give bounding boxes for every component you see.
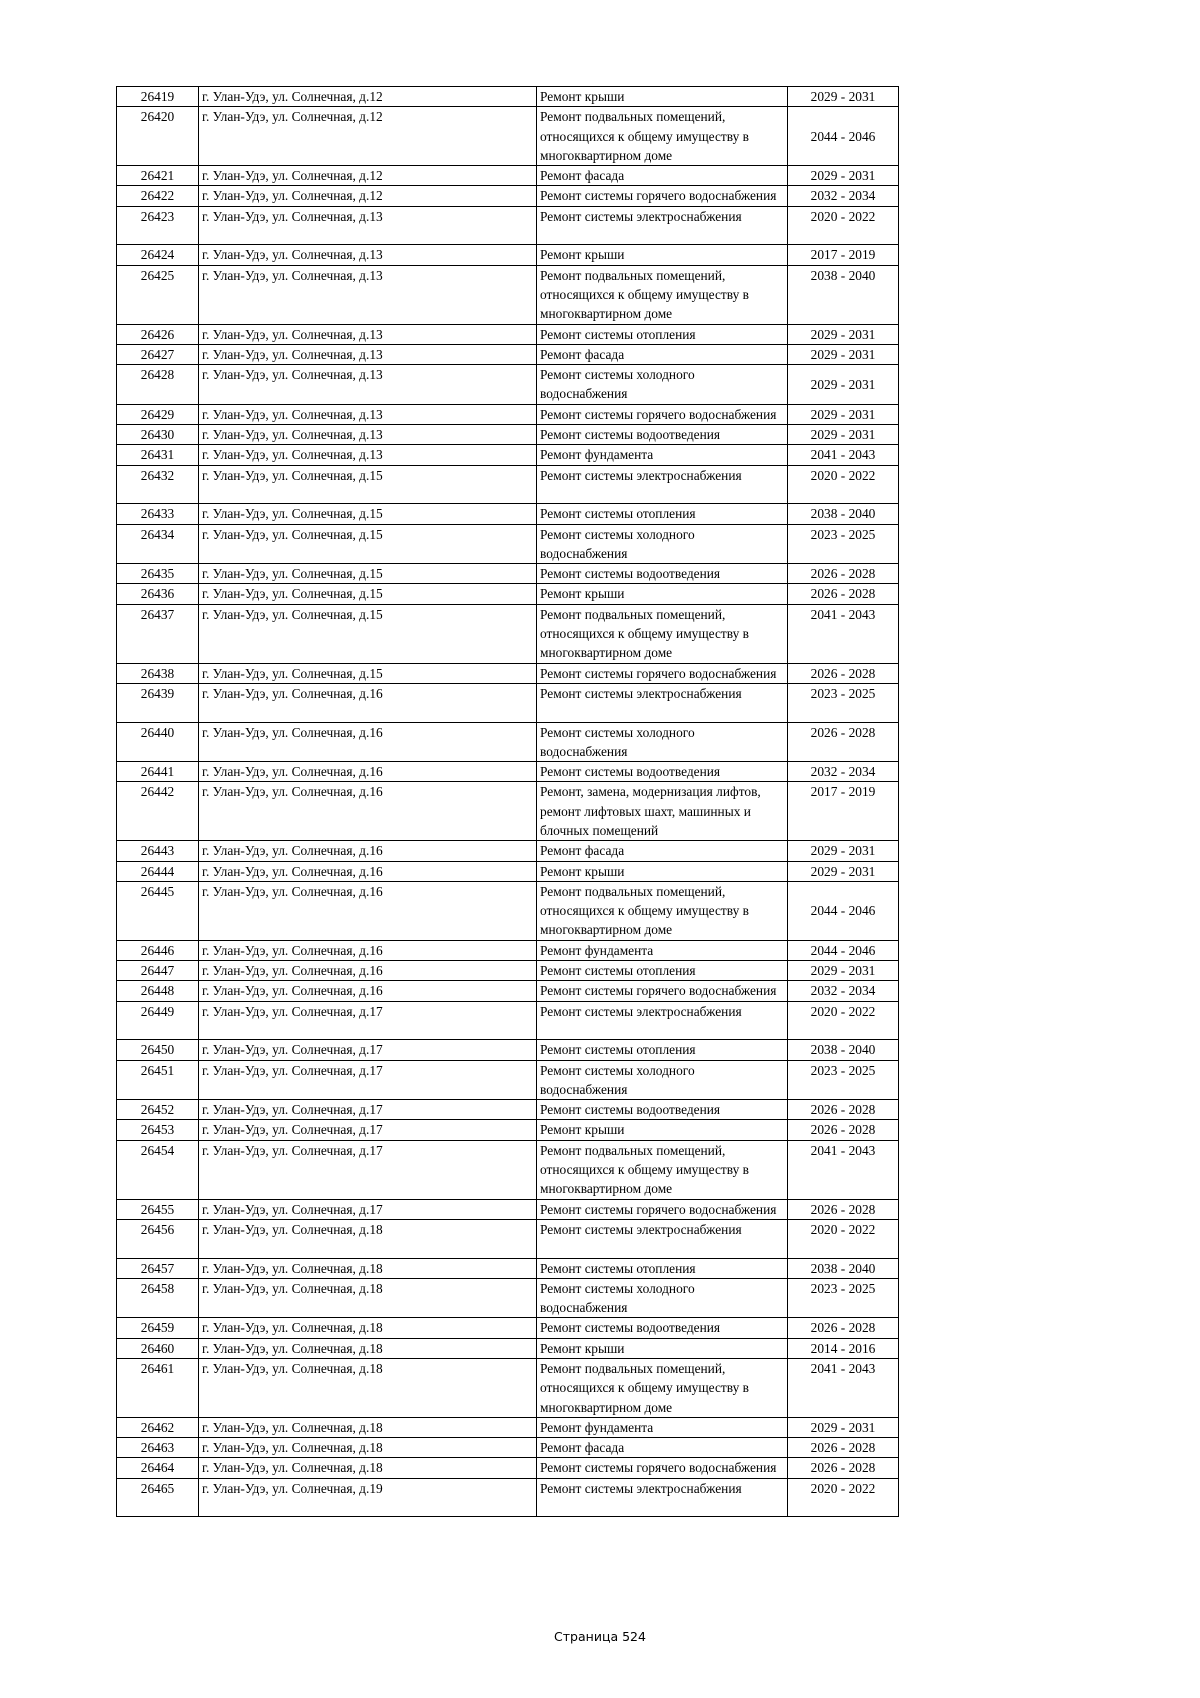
row-number-cell: 26441 (117, 762, 199, 782)
period-cell: 2026 - 2028 (788, 1100, 899, 1120)
row-number-cell: 26435 (117, 564, 199, 584)
address-cell: г. Улан-Удэ, ул. Солнечная, д.16 (199, 841, 537, 861)
row-number-cell: 26430 (117, 425, 199, 445)
address-cell: г. Улан-Удэ, ул. Солнечная, д.17 (199, 1140, 537, 1199)
table-row (117, 344, 899, 364)
row-number-cell: 26456 (117, 1219, 199, 1258)
address-cell: г. Улан-Удэ, ул. Солнечная, д.18 (199, 1278, 537, 1318)
row-number-cell: 26438 (117, 663, 199, 683)
work-type-cell: Ремонт системы горячего водоснабжения (537, 981, 788, 1001)
period-cell: 2026 - 2028 (788, 584, 899, 604)
period-cell: 2029 - 2031 (788, 1417, 899, 1437)
address-cell: г. Улан-Удэ, ул. Солнечная, д.16 (199, 861, 537, 881)
table-row (117, 524, 899, 564)
address-cell: г. Улан-Удэ, ул. Солнечная, д.16 (199, 940, 537, 960)
period-cell: 2038 - 2040 (788, 1040, 899, 1060)
row-number-cell: 26450 (117, 1040, 199, 1060)
work-type-cell: Ремонт системы водоотведения (537, 564, 788, 584)
address-cell: г. Улан-Удэ, ул. Солнечная, д.18 (199, 1458, 537, 1478)
address-cell: г. Улан-Удэ, ул. Солнечная, д.15 (199, 663, 537, 683)
period-cell: 2029 - 2031 (788, 404, 899, 424)
row-number-cell: 26457 (117, 1258, 199, 1278)
row-number-cell: 26459 (117, 1318, 199, 1338)
period-cell: 2029 - 2031 (788, 87, 899, 107)
row-number-cell: 26447 (117, 961, 199, 981)
period-cell: 2023 - 2025 (788, 683, 899, 722)
address-cell: г. Улан-Удэ, ул. Солнечная, д.13 (199, 344, 537, 364)
work-type-cell: Ремонт системы холодного водоснабжения (537, 1278, 788, 1318)
period-cell: 2017 - 2019 (788, 245, 899, 265)
table-row (117, 940, 899, 960)
table-row (117, 445, 899, 465)
work-type-cell: Ремонт системы холодного водоснабжения (537, 365, 788, 405)
work-type-cell: Ремонт крыши (537, 1338, 788, 1358)
period-cell: 2029 - 2031 (788, 425, 899, 445)
row-number-cell: 26433 (117, 504, 199, 524)
period-cell: 2026 - 2028 (788, 663, 899, 683)
address-cell: г. Улан-Удэ, ул. Солнечная, д.16 (199, 981, 537, 1001)
period-cell: 2017 - 2019 (788, 782, 899, 841)
work-type-cell: Ремонт крыши (537, 1120, 788, 1140)
table-row (117, 782, 899, 841)
work-type-cell: Ремонт фасада (537, 841, 788, 861)
table-row (117, 324, 899, 344)
address-cell: г. Улан-Удэ, ул. Солнечная, д.15 (199, 604, 537, 663)
table-row (117, 584, 899, 604)
table-row (117, 186, 899, 206)
table-row (117, 1001, 899, 1040)
work-type-cell: Ремонт подвальных помещений, относящихся к общему имуществу в многоквартирном доме (537, 1140, 788, 1199)
address-cell: г. Улан-Удэ, ул. Солнечная, д.18 (199, 1338, 537, 1358)
address-cell: г. Улан-Удэ, ул. Солнечная, д.13 (199, 206, 537, 245)
period-cell: 2020 - 2022 (788, 465, 899, 504)
table-row (117, 841, 899, 861)
address-cell: г. Улан-Удэ, ул. Солнечная, д.15 (199, 504, 537, 524)
table-row (117, 1120, 899, 1140)
repair-schedule-table (116, 86, 899, 1517)
row-number-cell: 26449 (117, 1001, 199, 1040)
work-type-cell: Ремонт системы электроснабжения (537, 1001, 788, 1040)
row-number-cell: 26427 (117, 344, 199, 364)
table-row (117, 1458, 899, 1478)
table-row (117, 1040, 899, 1060)
row-number-cell: 26451 (117, 1060, 199, 1100)
row-number-cell: 26428 (117, 365, 199, 405)
work-type-cell: Ремонт системы электроснабжения (537, 683, 788, 722)
row-number-cell: 26463 (117, 1438, 199, 1458)
work-type-cell: Ремонт, замена, модернизация лифтов, ремонт лифтовых шахт, машинных и блочных помещений (537, 782, 788, 841)
work-type-cell: Ремонт подвальных помещений, относящихся к общему имуществу в многоквартирном доме (537, 265, 788, 324)
table-row (117, 1417, 899, 1437)
period-cell: 2032 - 2034 (788, 186, 899, 206)
work-type-cell: Ремонт системы холодного водоснабжения (537, 722, 788, 762)
row-number-cell: 26432 (117, 465, 199, 504)
table-row (117, 604, 899, 663)
table-row (117, 981, 899, 1001)
row-number-cell: 26421 (117, 166, 199, 186)
work-type-cell: Ремонт фасада (537, 344, 788, 364)
address-cell: г. Улан-Удэ, ул. Солнечная, д.13 (199, 365, 537, 405)
address-cell: г. Улан-Удэ, ул. Солнечная, д.17 (199, 1001, 537, 1040)
table-row (117, 762, 899, 782)
work-type-cell: Ремонт фундамента (537, 940, 788, 960)
work-type-cell: Ремонт системы водоотведения (537, 1100, 788, 1120)
work-type-cell: Ремонт крыши (537, 245, 788, 265)
table-row (117, 1140, 899, 1199)
row-number-cell: 26431 (117, 445, 199, 465)
row-number-cell: 26420 (117, 107, 199, 166)
period-cell: 2029 - 2031 (788, 961, 899, 981)
work-type-cell: Ремонт системы электроснабжения (537, 1478, 788, 1517)
period-cell: 2020 - 2022 (788, 1219, 899, 1258)
table-row (117, 504, 899, 524)
address-cell: г. Улан-Удэ, ул. Солнечная, д.13 (199, 245, 537, 265)
period-cell: 2032 - 2034 (788, 981, 899, 1001)
table-row (117, 245, 899, 265)
table-row (117, 107, 899, 166)
work-type-cell: Ремонт фундамента (537, 445, 788, 465)
row-number-cell: 26439 (117, 683, 199, 722)
address-cell: г. Улан-Удэ, ул. Солнечная, д.17 (199, 1199, 537, 1219)
period-cell: 2029 - 2031 (788, 324, 899, 344)
row-number-cell: 26429 (117, 404, 199, 424)
table-row (117, 683, 899, 722)
row-number-cell: 26454 (117, 1140, 199, 1199)
address-cell: г. Улан-Удэ, ул. Солнечная, д.18 (199, 1318, 537, 1338)
work-type-cell: Ремонт системы горячего водоснабжения (537, 663, 788, 683)
table-row (117, 425, 899, 445)
period-cell: 2041 - 2043 (788, 604, 899, 663)
work-type-cell: Ремонт системы отопления (537, 504, 788, 524)
address-cell: г. Улан-Удэ, ул. Солнечная, д.13 (199, 425, 537, 445)
period-cell: 2026 - 2028 (788, 1458, 899, 1478)
row-number-cell: 26455 (117, 1199, 199, 1219)
period-cell: 2029 - 2031 (788, 344, 899, 364)
address-cell: г. Улан-Удэ, ул. Солнечная, д.13 (199, 265, 537, 324)
period-cell: 2014 - 2016 (788, 1338, 899, 1358)
address-cell: г. Улан-Удэ, ул. Солнечная, д.17 (199, 1120, 537, 1140)
period-cell: 2044 - 2046 (788, 107, 899, 166)
work-type-cell: Ремонт фундамента (537, 1417, 788, 1437)
row-number-cell: 26458 (117, 1278, 199, 1318)
row-number-cell: 26437 (117, 604, 199, 663)
row-number-cell: 26444 (117, 861, 199, 881)
table-row (117, 881, 899, 940)
work-type-cell: Ремонт системы отопления (537, 324, 788, 344)
address-cell: г. Улан-Удэ, ул. Солнечная, д.15 (199, 465, 537, 504)
address-cell: г. Улан-Удэ, ул. Солнечная, д.12 (199, 87, 537, 107)
address-cell: г. Улан-Удэ, ул. Солнечная, д.18 (199, 1438, 537, 1458)
period-cell: 2020 - 2022 (788, 1001, 899, 1040)
period-cell: 2038 - 2040 (788, 504, 899, 524)
row-number-cell: 26461 (117, 1359, 199, 1418)
period-cell: 2023 - 2025 (788, 1278, 899, 1318)
row-number-cell: 26452 (117, 1100, 199, 1120)
period-cell: 2029 - 2031 (788, 841, 899, 861)
table-row (117, 1338, 899, 1358)
address-cell: г. Улан-Удэ, ул. Солнечная, д.18 (199, 1258, 537, 1278)
period-cell: 2026 - 2028 (788, 1120, 899, 1140)
address-cell: г. Улан-Удэ, ул. Солнечная, д.18 (199, 1359, 537, 1418)
period-cell: 2044 - 2046 (788, 881, 899, 940)
address-cell: г. Улан-Удэ, ул. Солнечная, д.17 (199, 1100, 537, 1120)
row-number-cell: 26448 (117, 981, 199, 1001)
address-cell: г. Улан-Удэ, ул. Солнечная, д.16 (199, 762, 537, 782)
address-cell: г. Улан-Удэ, ул. Солнечная, д.15 (199, 524, 537, 564)
work-type-cell: Ремонт подвальных помещений, относящихся к общему имуществу в многоквартирном доме (537, 1359, 788, 1418)
work-type-cell: Ремонт фасада (537, 166, 788, 186)
period-cell: 2026 - 2028 (788, 1318, 899, 1338)
work-type-cell: Ремонт фасада (537, 1438, 788, 1458)
period-cell: 2020 - 2022 (788, 206, 899, 245)
address-cell: г. Улан-Удэ, ул. Солнечная, д.13 (199, 404, 537, 424)
period-cell: 2023 - 2025 (788, 524, 899, 564)
address-cell: г. Улан-Удэ, ул. Солнечная, д.18 (199, 1417, 537, 1437)
work-type-cell: Ремонт системы водоотведения (537, 762, 788, 782)
table-row (117, 1478, 899, 1517)
address-cell: г. Улан-Удэ, ул. Солнечная, д.12 (199, 186, 537, 206)
address-cell: г. Улан-Удэ, ул. Солнечная, д.13 (199, 445, 537, 465)
address-cell: г. Улан-Удэ, ул. Солнечная, д.16 (199, 881, 537, 940)
table-row (117, 564, 899, 584)
table-row (117, 1219, 899, 1258)
address-cell: г. Улан-Удэ, ул. Солнечная, д.19 (199, 1478, 537, 1517)
row-number-cell: 26419 (117, 87, 199, 107)
address-cell: г. Улан-Удэ, ул. Солнечная, д.17 (199, 1040, 537, 1060)
address-cell: г. Улан-Удэ, ул. Солнечная, д.16 (199, 782, 537, 841)
row-number-cell: 26422 (117, 186, 199, 206)
table-row (117, 87, 899, 107)
period-cell: 2020 - 2022 (788, 1478, 899, 1517)
row-number-cell: 26434 (117, 524, 199, 564)
work-type-cell: Ремонт системы отопления (537, 961, 788, 981)
work-type-cell: Ремонт крыши (537, 861, 788, 881)
row-number-cell: 26436 (117, 584, 199, 604)
address-cell: г. Улан-Удэ, ул. Солнечная, д.15 (199, 584, 537, 604)
table-row (117, 206, 899, 245)
period-cell: 2026 - 2028 (788, 722, 899, 762)
table-row (117, 861, 899, 881)
row-number-cell: 26425 (117, 265, 199, 324)
address-cell: г. Улан-Удэ, ул. Солнечная, д.13 (199, 324, 537, 344)
table-row (117, 1438, 899, 1458)
table-row (117, 166, 899, 186)
table-row (117, 1318, 899, 1338)
work-type-cell: Ремонт системы водоотведения (537, 1318, 788, 1338)
row-number-cell: 26442 (117, 782, 199, 841)
period-cell: 2023 - 2025 (788, 1060, 899, 1100)
address-cell: г. Улан-Удэ, ул. Солнечная, д.16 (199, 961, 537, 981)
table-row (117, 663, 899, 683)
address-cell: г. Улан-Удэ, ул. Солнечная, д.12 (199, 166, 537, 186)
row-number-cell: 26453 (117, 1120, 199, 1140)
address-cell: г. Улан-Удэ, ул. Солнечная, д.16 (199, 722, 537, 762)
period-cell: 2044 - 2046 (788, 940, 899, 960)
row-number-cell: 26462 (117, 1417, 199, 1437)
address-cell: г. Улан-Удэ, ул. Солнечная, д.17 (199, 1060, 537, 1100)
work-type-cell: Ремонт системы отопления (537, 1040, 788, 1060)
table-row (117, 1278, 899, 1318)
table-row (117, 722, 899, 762)
row-number-cell: 26423 (117, 206, 199, 245)
table-row (117, 961, 899, 981)
work-type-cell: Ремонт подвальных помещений, относящихся к общему имуществу в многоквартирном доме (537, 107, 788, 166)
period-cell: 2029 - 2031 (788, 166, 899, 186)
table-row (117, 404, 899, 424)
period-cell: 2026 - 2028 (788, 1199, 899, 1219)
work-type-cell: Ремонт системы холодного водоснабжения (537, 1060, 788, 1100)
work-type-cell: Ремонт системы водоотведения (537, 425, 788, 445)
work-type-cell: Ремонт системы горячего водоснабжения (537, 186, 788, 206)
period-cell: 2041 - 2043 (788, 1359, 899, 1418)
row-number-cell: 26445 (117, 881, 199, 940)
work-type-cell: Ремонт системы горячего водоснабжения (537, 1199, 788, 1219)
work-type-cell: Ремонт крыши (537, 584, 788, 604)
work-type-cell: Ремонт системы электроснабжения (537, 1219, 788, 1258)
period-cell: 2041 - 2043 (788, 445, 899, 465)
work-type-cell: Ремонт крыши (537, 87, 788, 107)
row-number-cell: 26440 (117, 722, 199, 762)
work-type-cell: Ремонт подвальных помещений, относящихся к общему имуществу в многоквартирном доме (537, 604, 788, 663)
period-cell: 2032 - 2034 (788, 762, 899, 782)
row-number-cell: 26443 (117, 841, 199, 861)
period-cell: 2038 - 2040 (788, 265, 899, 324)
table-row (117, 465, 899, 504)
work-type-cell: Ремонт системы холодного водоснабжения (537, 524, 788, 564)
work-type-cell: Ремонт системы горячего водоснабжения (537, 1458, 788, 1478)
table-row (117, 265, 899, 324)
address-cell: г. Улан-Удэ, ул. Солнечная, д.18 (199, 1219, 537, 1258)
period-cell: 2029 - 2031 (788, 861, 899, 881)
table-row (117, 1060, 899, 1100)
table-row (117, 1100, 899, 1120)
work-type-cell: Ремонт системы отопления (537, 1258, 788, 1278)
table-row (117, 1258, 899, 1278)
table-row (117, 1199, 899, 1219)
period-cell: 2041 - 2043 (788, 1140, 899, 1199)
period-cell: 2038 - 2040 (788, 1258, 899, 1278)
row-number-cell: 26446 (117, 940, 199, 960)
row-number-cell: 26465 (117, 1478, 199, 1517)
table-body (117, 87, 899, 1517)
period-cell: 2029 - 2031 (788, 365, 899, 405)
address-cell: г. Улан-Удэ, ул. Солнечная, д.16 (199, 683, 537, 722)
row-number-cell: 26426 (117, 324, 199, 344)
work-type-cell: Ремонт подвальных помещений, относящихся к общему имуществу в многоквартирном доме (537, 881, 788, 940)
page-number: Страница 524 (554, 1629, 646, 1644)
work-type-cell: Ремонт системы электроснабжения (537, 465, 788, 504)
row-number-cell: 26464 (117, 1458, 199, 1478)
period-cell: 2026 - 2028 (788, 564, 899, 584)
table-row (117, 365, 899, 405)
work-type-cell: Ремонт системы горячего водоснабжения (537, 404, 788, 424)
address-cell: г. Улан-Удэ, ул. Солнечная, д.15 (199, 564, 537, 584)
row-number-cell: 26424 (117, 245, 199, 265)
work-type-cell: Ремонт системы электроснабжения (537, 206, 788, 245)
table-row (117, 1359, 899, 1418)
row-number-cell: 26460 (117, 1338, 199, 1358)
address-cell: г. Улан-Удэ, ул. Солнечная, д.12 (199, 107, 537, 166)
period-cell: 2026 - 2028 (788, 1438, 899, 1458)
